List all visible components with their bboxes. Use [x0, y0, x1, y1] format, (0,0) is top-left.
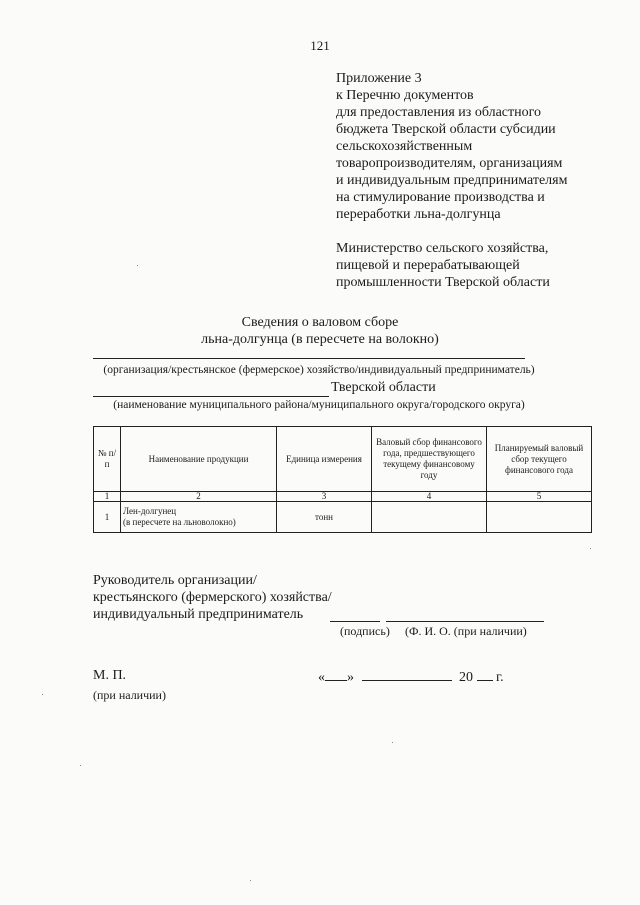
row-number: 1 — [94, 502, 121, 533]
scan-speck — [392, 742, 393, 743]
appendix-header — [336, 70, 567, 223]
ministry-address — [336, 240, 550, 291]
header-line: бюджета Тверской области субсидии — [336, 122, 556, 137]
row-product — [121, 502, 277, 533]
row-unit: тонн — [277, 502, 372, 533]
seal-label: М. П. — [93, 668, 127, 683]
scan-speck — [250, 880, 251, 881]
table-numbering-row — [94, 492, 592, 502]
col-header-prev-harvest: Валовый сбор финансового года, предшествующего текущему финансовому году — [372, 427, 487, 492]
scan-speck — [42, 694, 43, 695]
signatory-line: индивидуальный предприниматель — [93, 607, 304, 622]
col-header-number: № п/п — [94, 427, 121, 492]
name-fill-line[interactable] — [386, 621, 544, 622]
col-number: 3 — [277, 492, 372, 502]
row-prev-harvest-cell[interactable] — [372, 502, 487, 533]
org-caption: (организация/крестьянское (фермерское) хозяйство/индивидуальный предприниматель) — [103, 364, 535, 376]
page-number: 121 — [310, 38, 330, 53]
header-line: к Перечню документов — [336, 88, 474, 103]
signature-fill-line[interactable] — [330, 621, 380, 622]
header-line: переработки льна-долгунца — [336, 207, 501, 222]
region-caption: (наименование муниципального района/муниципального округа/городского округа) — [113, 399, 525, 411]
header-line: сельскохозяйственным — [336, 139, 473, 154]
col-number: 4 — [372, 492, 487, 502]
ministry-line: промышленности Тверской области — [336, 275, 550, 290]
year-prefix: 20 — [459, 670, 473, 685]
col-number: 5 — [487, 492, 592, 502]
day-fill[interactable] — [325, 668, 347, 681]
header-line: для предоставления из областного — [336, 105, 542, 120]
header-line: на стимулирование производства и — [336, 190, 545, 205]
signatory-label — [93, 572, 332, 623]
scan-speck — [80, 765, 81, 766]
harvest-table — [93, 426, 592, 533]
title-line: Сведения о валовом сборе — [241, 315, 399, 330]
signatory-line: Руководитель организации/ — [93, 573, 257, 588]
scan-speck — [137, 265, 138, 266]
signature-caption: (подпись) — [340, 624, 390, 638]
date-field — [318, 668, 504, 686]
header-line: Приложение 3 — [336, 71, 422, 86]
month-fill[interactable] — [362, 668, 452, 681]
region-suffix: Тверской области — [331, 380, 436, 395]
document-title — [0, 314, 640, 348]
ministry-line: Министерство сельского хозяйства, — [336, 241, 549, 256]
col-number: 2 — [121, 492, 277, 502]
col-header-product: Наименование продукции — [121, 427, 277, 492]
ministry-line: пищевой и перерабатывающей — [336, 258, 520, 273]
col-header-planned-harvest: Планируемый валовый сбор текущего финансового года — [487, 427, 592, 492]
date-quote-open: « — [318, 670, 325, 685]
date-quote-close: » — [347, 670, 354, 685]
header-line: и индивидуальным предпринимателям — [336, 173, 568, 188]
row-product-note: (в пересчете на льноволокно) — [123, 517, 236, 527]
header-line: товаропроизводителям, организациям — [336, 156, 563, 171]
signatory-line: крестьянского (фермерского) хозяйства/ — [93, 590, 332, 605]
title-line: льна-долгунца (в пересчете на волокно) — [201, 332, 439, 347]
year-fill[interactable] — [477, 668, 493, 681]
year-suffix: г. — [496, 670, 504, 685]
name-caption: (Ф. И. О. (при наличии) — [405, 624, 527, 638]
row-product-name: Лен-долгунец — [123, 506, 177, 516]
scan-speck — [590, 548, 591, 549]
row-planned-harvest-cell[interactable] — [487, 502, 592, 533]
org-fill-line[interactable] — [93, 358, 525, 359]
col-header-unit: Единица измерения — [277, 427, 372, 492]
seal-note: (при наличии) — [93, 688, 166, 702]
region-fill-line[interactable] — [93, 396, 329, 397]
table-header-row — [94, 427, 592, 492]
col-number: 1 — [94, 492, 121, 502]
table-row — [94, 502, 592, 533]
